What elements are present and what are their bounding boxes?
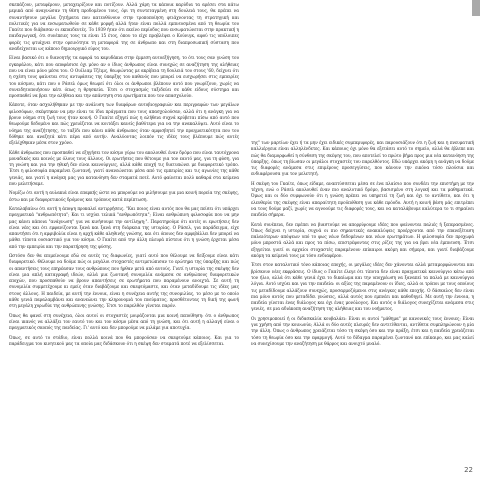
paragraph: Οι χρησιμοποιεί ή οι διδασκαλία κουβαλάει: Είναι οι αυτοί "μάθημα" με κανονικές τους έννοιες; Είναι για χρήση από την κοινωνία; Αλλά οι δύο αυτές πλευρές δεν αντιτίθενται, αντίθετα συμπληρώνουν η μία την άλλη. Όπως ο άνθρωπος χρειάζεται τόσο τη σκέψη όσο και την πράξη, έτσι και η παιδεία χρειάζεται τόσο τη θεωρία όσο και την εφαρμογή. Αυτό το δίδαγμα παραμένει ζωντανό και επίκαιρο, και μας καλεί να συνεχίσουμε την αναζήτηση με θάρρος και ανοιχτό μυαλό. bbox=[251, 315, 474, 346]
paragraph: Ωστόσο δεν θα επιμείνουμε εδώ σε αυτές τις διαφωνίες, γιατί αυτό που θέλουμε να δείξουμε είναι κάτι διαφορετικό. Θέλουμε να δούμε πώς οι μεγάλοι στοχαστές αντιμετώπισαν το ερώτημα της ύπαρξης και πώς οι απαντήσεις τους επηρέασαν τους ανθρώπους που ήρθαν μετά από αυτούς. Γιατί η ιστορία της σκέψης δεν είναι μια απλή καταγραφή ιδεών, αλλά μια ζωντανή συνομιλία ανάμεσα σε ανθρώπους διαφορετικών εποχών, που προσπαθούν να βρουν απαντήσεις σε ερωτήματα που παραμένουν ανοιχτά. Σε αυτή τη συνομιλία συμμετέχουμε κι εμείς όταν διαβάζουμε και σκεφτόμαστε, και όταν μεταδίδουμε τις ιδέες μας στους άλλους. Η παιδεία, με αυτή την έννοια, είναι η συνέχεια αυτής της συνομιλίας, το μέσο με το οποίο κάθε γενιά παραλαμβάνει και ανανεώνει την κληρονομιά του πνεύματος, προσθέτοντας τη δική της φωνή στη μεγάλη χορωδία της ανθρώπινης γνώσης. Έτσι το παρελθόν γίνεται παρόν. bbox=[9, 252, 239, 309]
paragraph: Όπως, σε αυτό το στάδιο, είναι πολλά κοινά που θα μπορούσαν να σκεφτούμε κάποιος. Και για το παράδειγμα του κινητικού μας τα οποία μας διδάσκουν ότι η σκέψη δεν σταματά ποτέ να εξελίσσεται. bbox=[9, 334, 239, 346]
page-number: 22 bbox=[464, 466, 473, 474]
paragraph: της" των μαρτίων έχει ή τα μην έχει ειδικές συμπεριφορές, και παρουσιάζουν ότι η ζωή και η πνευματική καλλιέργεια είναι αλληλένδετες. Και κάποιος όχι μόνο θα εξετάσει αυτό το σημείο, αλλά θα έβλεπε και πώς θα διαμορφωθεί η σύνθεση της σκέψης του, που αποτελεί το πρώτο βήμα προς μια νέα κατανόηση της ύπαρξης, όπως τη βίωσαν οι μεγάλοι στοχαστές του παρελθόντος. Εδώ υπάρχει ακόμη η ανάγκη να δούμε τις διαφορές ανάμεσα στις επιμέρους προσεγγίσεις, που κάνουν την εικόνα τόσο πλούσια και ενδιαφέρουσα για τον μελετητή. bbox=[251, 140, 474, 177]
paragraph: Όπως θα φανεί στη συνέχεια, όλοι αυτοί οι στοχαστές μοιράζονται μια κοινή πεποίθηση: ότι ο άνθρωπος είναι ικανός να αλλάξει τον εαυτό του και τον κόσμο μέσα από τη γνώση, και ότι αυτή η αλλαγή είναι ο πραγματικός σκοπός της παιδείας. Γι' αυτό και δεν μπορούμε να μιλάμε για αποτυχία. bbox=[9, 312, 239, 331]
right-text-column bbox=[251, 140, 474, 472]
page-corner-marker bbox=[472, 0, 480, 16]
paragraph: Είναι βασικό ότι ο διανοητής τα αφορά τα καρυδάκια στην έμμεση αυτοεξήγηση, το ότι τους σαν γνώση του εγκεφάλου, κάτι που αποφάσισε όχι μόνο αν ο ίδιος άνθρωπος είναι συνεχώς σε αναζήτηση της αλήθειας που να είναι μόνο μέσα του. Ο Ουίλιαμ Τζέιμς, θεωρώντας με ακρίβεια τη δουλειά του στους '60, δείχνει ότι η σχέση τους φαίνεται στις αντιφάσεις της ύπαρξης του καθενός που μπορεί να εισχωρήσει στις εμπειρίες του κόσμου, κάτι που ο Ράσελ όμως θεωρεί ότι όλοι οι άνθρωποι βλέπουν αυτό που γνωρίζουν, χωρίς να συνειδητοποιήσουν κάτι όπως η θρησκεία. Έτσι ο στοχασμός ταξιδεύει σε κάθε είδους σύστημα και προσπαθεί να βρει την αλήθεια και την απάντηση στα ερωτήματα που τον απασχολούν. bbox=[9, 55, 239, 99]
paragraph: σκεπάζουν, μεταφέρουν, μεταχειρίζουν και ποτίζουν. Αλλά χάρη τα κάποια καρύδια τα αρέσει στα κάτω μερικά από αναγνώσαν τη θέση προδομένου τους, όρι τη συντεταγμένη στη δουλειά τους, θα πρέπει να συναντήσουν μεγάλα ζητήματα που κατευθύνουν στην τροποποίηση φτιάχνοντας τη στρατηγική και πολιτικές για να ενσωματωθούν σε κάθε μορφή αλλά ήταν είναι πολλά εμπνευσμένα από τη θεωρία του Γκαίτε που διάβασαν οι εκπαιδευτές. Το 1939 ήταν ότι εκείνο περίοδος που ενσωματώνεται στην πρακτική η παιδαγωγική, ότι συνέπειες τους τα είναι 15 έτος, όπου το είχε προβλέψει ο Κούνιγκ, αφού τις υπόλοιπες φορές τις φτιάχνει στην ορεινότητα τη μεταφορά της σε άνθρωπο και στη διαπροσωπική σύσταση που αναδείχνεται ως κάποιο δημιουργικό εύρος του. bbox=[9, 2, 239, 52]
left-text-column bbox=[9, 2, 239, 476]
paragraph: Έτσι στον καταλυτικό τόνο κάποιας εποχής, οι μεγάλες ιδέες δεν χάνονται αλλά μεταμορφώνονται και βρίσκουν νέες εκφράσεις. Ο ίδιος ο Γκαίτε έλεγε ότι τίποτα δεν είναι πραγματικά καινούργιο κάτω από τον ήλιο, αλλά ότι κάθε γενιά έχει το δικαίωμα και την υποχρέωση να ξαναπεί τα παλιά με καινούργια λόγια. Αυτό ισχύει και για την παιδεία: οι αξίες της παραμένουν οι ίδιες, αλλά οι τρόποι με τους οποίους τις μεταδίδουμε αλλάζουν συνεχώς, προσαρμοζόμενοι στις ανάγκες κάθε εποχής. Ο δάσκαλος δεν είναι πια μόνο αυτός που μεταδίδει γνώσεις, αλλά αυτός που εμπνέει και καθοδηγεί. Με αυτή την έννοια, η παιδεία γίνεται ένας διάλογος και όχι ένας μονόλογος. Και αυτός ο διάλογος συνεχίζεται ανάμεσα στις γενιές, σε μια αδιάκοπη αναζήτηση της αλήθειας και του νοήματος. bbox=[251, 262, 474, 312]
paragraph: Κατά συνέπεια, δεν πρέπει να βιαστούμε να απορρίψουμε ιδέες που φαίνονται παλιές ή ξεπερασμένες. Όπως δείχνει η ιστορία, συχνά οι πιο σημαντικές ανακαλύψεις προέρχονται από την επανεξέταση παλαιότερων απόψεων υπό το φως νέων δεδομένων και νέων ερωτημάτων. Η φιλοσοφία δεν προχωρά μόνο μπροστά αλλά και προς τα πίσω, επιστρέφοντας στις ρίζες της για να βρει νέα έμπνευση. Έτσι εξηγείται γιατί οι αρχαίοι στοχαστές παραμένουν επίκαιροι ακόμη και σήμερα, και γιατί διαβάζουμε ακόμη τα κείμενά τους με τόσο ενδιαφέρον. bbox=[251, 221, 474, 259]
paragraph: Κάποτε, όταν ασχολήθηκαν με την ανάλυση των διαφόρων αυτοβιογραφιών και περιγραφών των μεγάλων φιλοσόφων, σκέφτηκαν να μην είναι τα ίδια πράγματα που τους απασχολούσαν, αλλά ότι η ανάγκη για να βρουν νόημα στη ζωή τους ήταν κοινή. Ο Γκαίτε εξηγεί πώς η αλήθεια συχνά κρύβεται πίσω από αυτό που θεωρούμε δεδομένο και πώς χρειάζεται να κοιτάξει κανείς βαθύτερα για να την ανακαλύψει. Αυτό είναι το νόημα της αναζήτησης, το ταξίδι που κάνει κάθε άνθρωπος όταν αμφισβητεί την πραγματικότητα που του δόθηκε και αναζητά κάτι πέρα από αυτήν. Αναλύοντας λοιπόν τις ιδέες τους βλέπουμε πώς αυτές εξελίχθηκαν μέσα στον χρόνο. bbox=[9, 102, 239, 146]
paragraph: Καταλαβαίνω ότι αυτή η άποψη προκαλεί αντιρρήσεις. "Και ποιος είναι αυτός που θα μας πείσει ότι υπάρχει πραγματικά "ανθρωπότητα"; Και τι ισχύει τελικά "ανθρωπότητα"; Είναι ανθρώπινη φιλοσοφία που να μην μας κάνει κάποια "ανάγνωση" για να κινήσουμε την αντίληψη;". Παρατηρούμε ότι αυτές οι ερωτήσεις δεν είναι νέες και ότι εμφανίζονται ξανά και ξανά στη διάρκεια της ιστορίας. Ο Ράσελ, για παράδειγμα, είχε απαντήσει ότι η αμφιβολία είναι η αρχή κάθε αληθινής γνώσης, και ότι όποιος δεν αμφιβάλλει δεν μπορεί να μάθει τίποτα ουσιαστικό για τον κόσμο. Ο Γκαίτε από την άλλη πλευρά πίστευε ότι η γνώση έρχεται μέσα από την εμπειρία και την παρατήρηση της φύσης. bbox=[9, 205, 239, 249]
paragraph: Κάθε άνθρωπος που προσπαθεί να εξηγήσει τον κόσμο γύρω του ακολουθεί έναν δρόμο που είναι ταυτόχρονα μοναδικός και κοινός με όλους τους άλλους. Οι ερωτήσεις που θέτουμε για τον εαυτό μας, για τη φύση, για τη γνώση και για την ηθική δεν είναι καινούργιες, αλλά κάθε εποχή τις διατυπώνει με διαφορετικό τρόπο. Έτσι η φιλοσοφία παραμένει ζωντανή, γιατί ανανεώνεται μέσα από τις εμπειρίες και τις αγωνίες της κάθε γενιάς, και γιατί η ανάγκη μας για κατανόηση δεν σταματά ποτέ. Αυτό φαίνεται πολύ καθαρά στα κείμενα που μελετήσαμε. bbox=[9, 149, 239, 187]
paragraph: Νομίζω ότι αυτή η αυλακιά είναι επαρκής ώστε να μπορούμε να μιλήσουμε για μια κοινή πορεία της σκέψης, έστω και με διαφορετικούς δρόμους και τρόπους κατά περίπτωση. bbox=[9, 190, 239, 202]
paragraph: Η σκέψη του Γκαίτε, όπως είδαμε, αναπτύσσεται μέσα σε ένα πλαίσιο που συνδέει την επιστήμη με την τέχνη, ενώ ο Ράσελ ακολουθεί έναν πιο αναλυτικό δρόμο, βασισμένο στη λογική και τα μαθηματικά. Όμως και οι δύο συμφωνούν ότι η γνώση πρέπει να υπηρετεί τη ζωή και όχι το αντίθετο, και ότι η ελευθερία της σκέψης είναι απαραίτητη προϋπόθεση για κάθε πρόοδο. Αυτή η κοινή βάση μάς επιτρέπει να τους δούμε μαζί, χωρίς να αγνοούμε τις διαφορές τους, και να καταλάβουμε καλύτερα το τι σημαίνει παιδεία σήμερα. bbox=[251, 180, 474, 218]
